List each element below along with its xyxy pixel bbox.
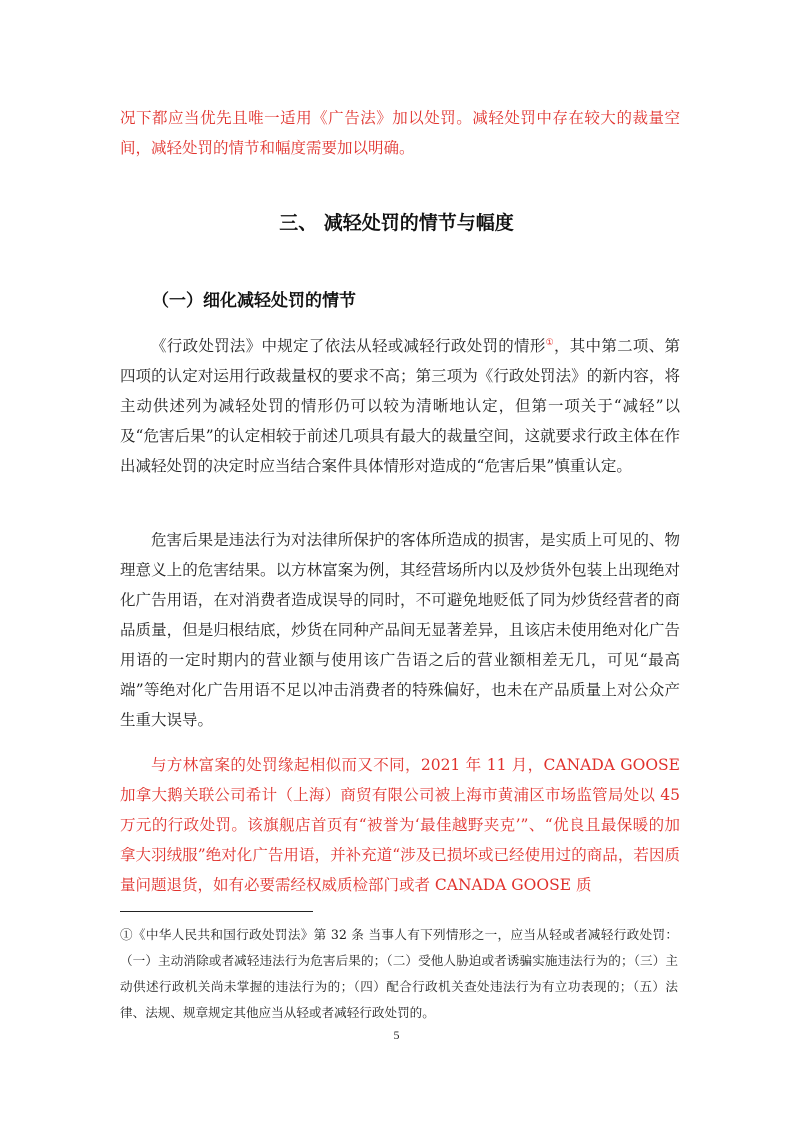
- paragraph-1-text-start: 《行政处罚法》中规定了依法从轻或减轻行政处罚的情形: [151, 337, 546, 355]
- page-number: 5: [393, 1028, 400, 1042]
- paragraph-1-text-end: ，其中第二项、第四项的认定对运用行政裁量权的要求不高；第三项为《行政处罚法》的新内容，将主动供述列为减轻处罚的情形仍可以较为清晰地认定，但第一项关于“减轻”以及“危害后果”的认定相较于前述几项具有最大的裁量空间，这就要求行政主体在作出减轻处罚的决定时应当结合案件具体情形对造成的“危害后果”慎重认定。: [120, 337, 680, 475]
- body-paragraph-1: [120, 331, 680, 481]
- footnote: ①《中华人民共和国行政处罚法》第 32 条 当事人有下列情形之一，应当从轻或者减轻行政处罚：（一）主动消除或者减轻违法行为危害后果的；（二）受他人胁迫或者诱骗实施违法行为的；（三）主动供述行政机关尚未掌握的违法行为的；（四）配合行政机关查处违法行为有立功表现的；（五）法律、法规、规章规定其他应当从轻或者减轻行政处罚的。: [120, 927, 678, 1020]
- intro-paragraph: 况下都应当优先且唯一适用《广告法》加以处罚。减轻处罚中存在较大的裁量空间，减轻处罚的情节和幅度需要加以明确。: [120, 109, 680, 157]
- subsection-heading: （一）细化减轻处罚的情节: [152, 291, 356, 311]
- footnote-separator: [120, 911, 313, 912]
- section-heading: 三、 减轻处罚的情节与幅度: [279, 212, 514, 234]
- footnote-reference[interactable]: ①: [545, 337, 554, 348]
- body-paragraph-2: 危害后果是违法行为对法律所保护的客体所造成的损害，是实质上可见的、物理意义上的危害结果。以方林富案为例，其经营场所内以及炒货外包装上出现绝对化广告用语，在对消费者造成误导的同时，不可避免地贬低了同为炒货经营者的商品质量，但是归根结底，炒货在同种产品间无显著差异，且该店未使用绝对化广告用语的一定时期内的营业额与使用该广告语之后的营业额相差无几，可见“最高端”等绝对化广告用语不足以冲击消费者的特殊偏好，也未在产品质量上对公众产生重大误导。: [120, 531, 680, 729]
- body-paragraph-3: 与方林富案的处罚缘起相似而又不同，2021 年 11 月，CANADA GOOSE 加拿大鹅关联公司希计（上海）商贸有限公司被上海市黄浦区市场监管局处以 45 万元的行政处罚。该旗舰店首页有“被誉为‘最佳越野夹克’”、“优良且最保暖的加拿大羽绒服”绝对化广告用语，并补充道“涉及已损坏或已经使用过的商品，若因质量问题退货，如有必要需经权威质检部门或者 CANADA GOOSE 质: [120, 756, 680, 894]
